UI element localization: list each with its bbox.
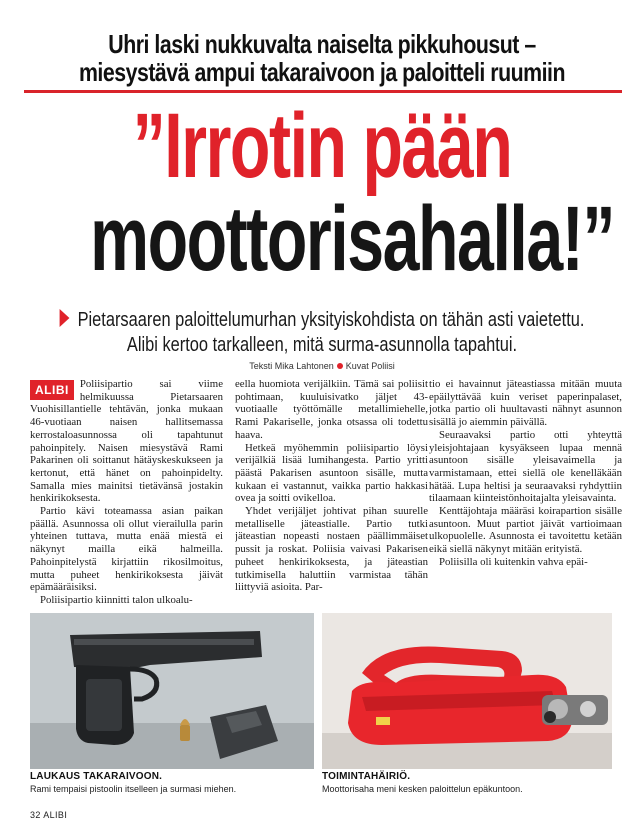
- paragraph: Poliisilla oli kuitenkin vahva epäi-: [439, 555, 588, 568]
- bullet-dot-icon: [337, 363, 343, 369]
- caption-text-left: Rami tempaisi pistoolin itselleen ja surmasi miehen.: [30, 784, 237, 794]
- headline-line-1: ”Irrotin pään: [132, 95, 512, 197]
- pistol-photo: [30, 613, 314, 769]
- paragraph-text: Poliisipartio sai viime helmikuussa Pietarsaaren Vuohisillantielle tehtävän, jonka mukaan 46-vuotiaan naisen hallitsemassa kerrostaloasunnossa oli tapahtunut pahoinpitely. Naisen miesystävä Rami Pakarinen oli soittanut hätäyskeskukseen ja kertonut, että hänet on pahoinpidelty. Samalla mies mainitsi tietävänsä jostakin henkirikoksesta.: [30, 378, 223, 505]
- triangle-arrow-icon: [60, 309, 70, 327]
- pistol-illustration: [30, 613, 314, 769]
- paragraph: Yhdet verijäljet johtivat pihan suurelle metalliselle jäteastialle. Partio tutki jäteastian nopeasti nostaen päällimmäiset pussit ja roskat. Poliisia vaivasi Pakarisen puheet henkirikoksesta, ja jäteastian tutkimisella haluttiin varmistaa tähän liittyviä asioita. Par-: [235, 505, 428, 594]
- paragraph: Poliisipartio kiinnitti talon ulkoalu-: [40, 593, 193, 606]
- page-folio: 32 ALIBI: [30, 810, 68, 820]
- kicker-line-1: Uhri laski nukkuvalta naiselta pikkuhousut –: [108, 29, 536, 59]
- chainsaw-photo: [322, 613, 612, 769]
- chainsaw-illustration: [322, 613, 612, 769]
- paragraph: Kenttäjohtaja määräsi koirapartion sisälle asuntoon. Muut partiot jäivät vartioimaan ulkopuolelle. Asunnosta ei tavoitettu ketään eikä siellä näkynyt mitään erityistä.: [429, 505, 622, 556]
- alibi-brand-tag: ALIBI: [30, 380, 74, 400]
- byline: [0, 361, 644, 371]
- paragraph: [30, 378, 223, 505]
- paragraph: Hetkeä myöhemmin poliisipartio löysi verijälkiä lisää lumihangesta. Partio yritti päästä Pakarisen asuntoon sisälle, mutta kukaan ei vastannut, vaikka partio hakkasi ovea ja soitti ovikelloa.: [235, 441, 428, 505]
- deck-text-1: Pietarsaaren paloittelumurhan yksityiskohdista on tähän asti vaietettu.: [77, 309, 585, 331]
- paragraph: Partio kävi toteamassa asian paikan päällä. Asunnossa oli ollut vierailulla parin yhteinen tuttava, mutta enää miestä ei näkynyt mailla eikä halmeilla. Pahoinpitelystä kirjattiin rikosilmoitus, mutta puheet henkirikoksesta jäivät epämääräisiksi.: [30, 505, 223, 594]
- deck-line-1: [58, 308, 586, 332]
- red-divider: [24, 90, 622, 93]
- kicker-line-2: miesystävä ampui takaraivoon ja paloitteli ruumiin: [78, 57, 566, 87]
- article-column-1: [30, 378, 223, 608]
- deck-line-2: Alibi kertoo tarkalleen, mitä surma-asunnolla tapahtui.: [126, 334, 518, 356]
- article-column-2: [235, 378, 428, 608]
- caption-text-right: Moottorisaha meni kesken paloittelun epäkuntoon.: [322, 784, 523, 794]
- byline-author: Teksti Mika Lahtonen: [249, 361, 334, 371]
- caption-title-left: LAUKAUS TAKARAIVOON.: [30, 771, 163, 782]
- paragraph: eella huomiota verijälkiin. Tämä sai poliisit pohtimaan, kuuluisivatko jäljet 43-vuotiaalle työttömälle metallimiehelle, Rami Pakariselle, jonka otsassa oli todettu haava.: [235, 378, 428, 441]
- paragraph: tio ei havainnut jäteastiassa mitään muuta epäilyttävää kuin veriset paperinpalaset, jotka partio oli huultavasti nähnyt asunnon sisällä jo aiemmin päivällä.: [429, 378, 622, 429]
- headline-line-2: moottorisahalla!”: [90, 188, 615, 290]
- article-column-3: [429, 378, 622, 608]
- caption-title-right: TOIMINTAHÄIRIÖ.: [322, 771, 411, 782]
- byline-photos: Kuvat Poliisi: [345, 361, 395, 371]
- paragraph: Seuraavaksi partio otti yhteyttä yleisjohtajaan kysyäkseen lupaa mennä asuntoon sisälle yleisavaimella ja varmistamaan, ettei siellä ole kenelläkään hätää. Lupa heltisi ja seuraavaksi ryhdyttiin tilaamaan kiinteistönhoitajalta yleisavainta.: [429, 428, 622, 505]
